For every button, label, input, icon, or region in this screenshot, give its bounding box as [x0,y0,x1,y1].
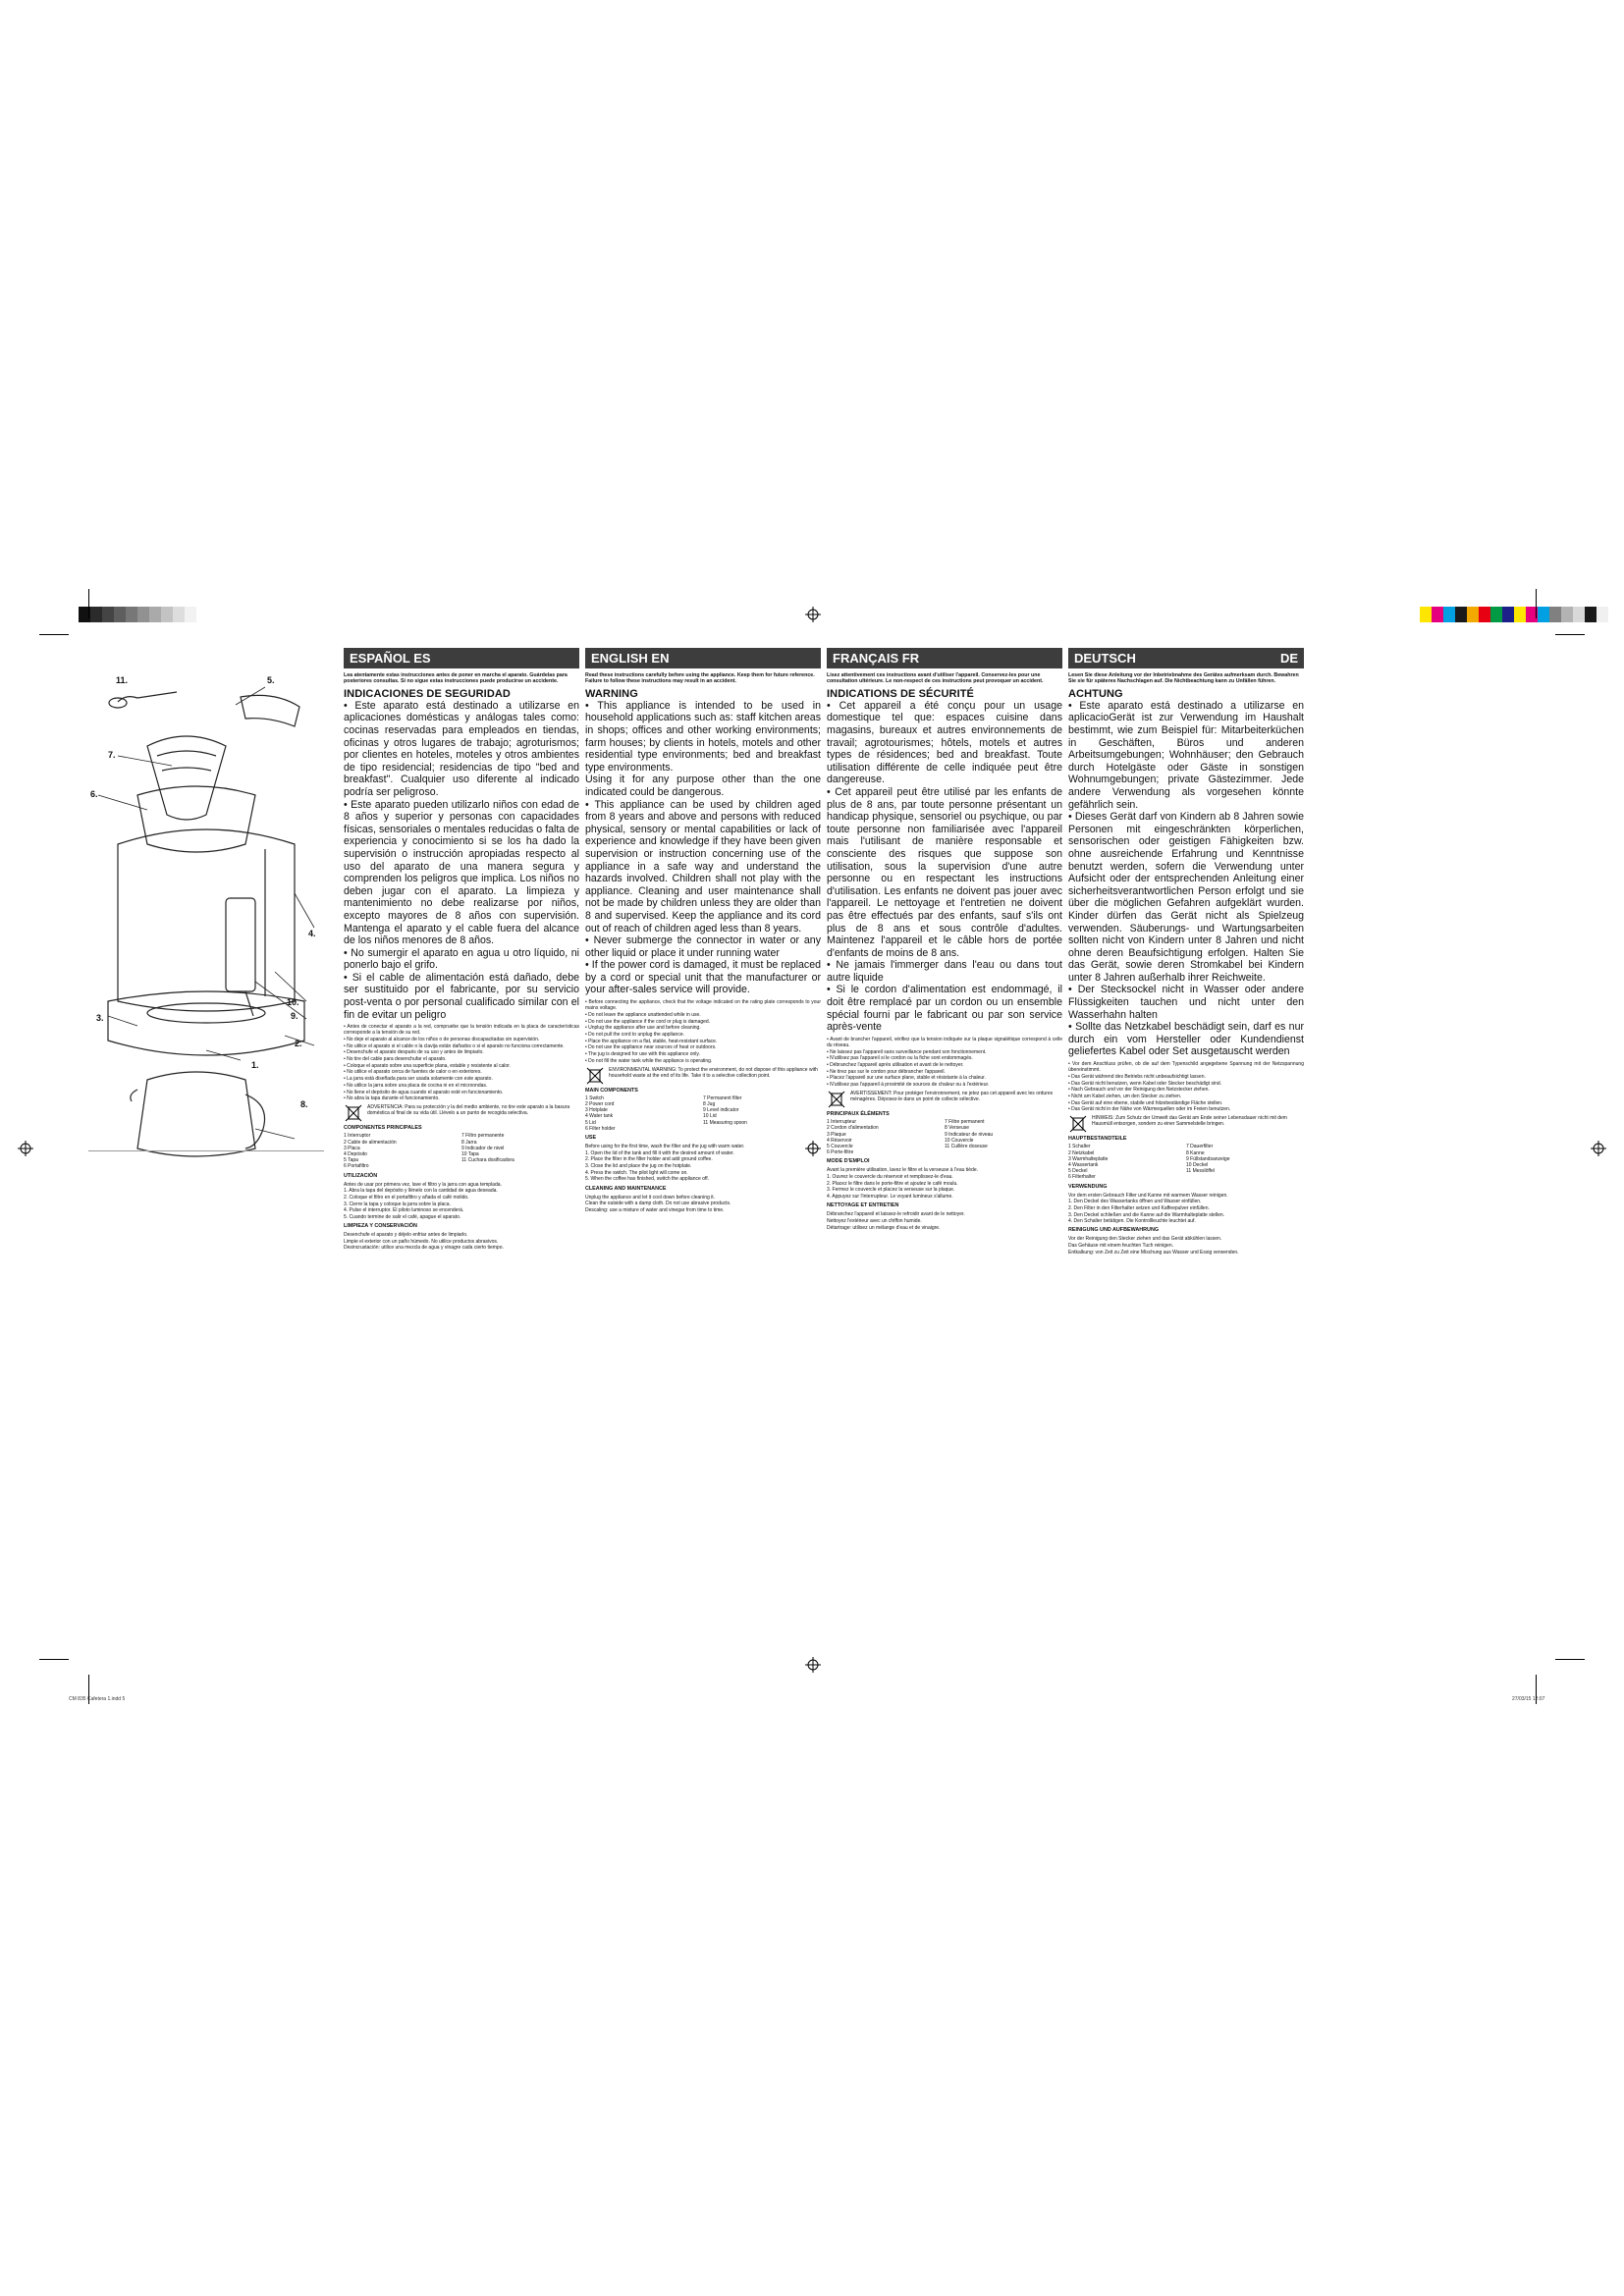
part-item: 2 Cable de alimentación [344,1139,397,1146]
clean-paragraph: Nettoyez l'extérieur avec un chiffon humide. [827,1217,922,1224]
registration-mark-left [18,1141,33,1156]
language-name: ESPAÑOL ES [350,651,431,666]
color-swatch [1467,607,1479,622]
small-paragraph: • Vor dem Anschluss prüfen, ob die auf dem Typenschild angegebene Spannung mit der Netzspannung übereinstimmt. [1068,1061,1304,1074]
cleaning-title: CLEANING AND MAINTENANCE [585,1185,667,1192]
part-item [461,1163,579,1169]
color-swatch [1561,607,1573,622]
big-paragraph: • No sumergir el aparato en agua u otro líquido, ni ponerlo bajo el grifo. [344,946,579,972]
part-item: 1 Interrupteur [827,1119,857,1126]
figure-label-7: 7. [108,750,116,760]
clean-paragraph: Vor der Reinigung den Stecker ziehen und das Gerät abkühlen lassen. [1068,1236,1222,1243]
part-item: 8 Jug [703,1100,716,1107]
small-paragraph: • Das Gerät nicht benutzen, wenn Kabel oder Stecker beschädigt sind. [1068,1080,1222,1087]
use-paragraph: 2. Place the filter in the filter holder and add ground coffee. [585,1156,713,1163]
figure-label-1: 1. [251,1060,259,1070]
general-instructions [827,1037,1062,1088]
language-column [827,648,1062,1231]
big-paragraph: • This appliance can be used by children aged from 8 years and above and persons with reduced physical, sensory or mental capabilities or lack of experience and knowledge if they have been given supervision or instruction concerning use of the appliance in a safe way and understand the hazards involved. Children shall not play with the appliance. Cleaning and user maintenance shall not be made by children unless they are older than 8 and supervised. Keep the appliance and its cord out of reach of children aged less than 8 years. [585,798,821,934]
recycling-notice [585,1067,821,1085]
general-instructions [344,1024,579,1101]
figure-label-11: 11. [116,675,129,685]
registration-mark-bottom [805,1657,821,1673]
big-paragraph: • If the power cord is damaged, it must be replaced by a cord or special unit that the manufacturer or your after-sales service will provide. [585,959,821,996]
small-paragraph: • No llene el depósito de agua cuando el aparato esté en funcionamiento. [344,1089,504,1095]
part-item: 4 Réservoir [827,1137,852,1144]
part-item: 8 Kanne [1186,1149,1205,1156]
cleaning-instructions [585,1195,821,1213]
color-swatch [1490,607,1502,622]
crossed-bin-icon [585,1067,605,1085]
intro-text: Lisez attentivement ces instructions avant d'utiliser l'appareil. Conservez-les pour une consultation ultérieure. Le non-respect de ces instructions peut provoquer un accident. [827,672,1044,685]
part-item: 1 Switch [585,1095,604,1101]
part-item: 6 Portafiltro [344,1163,369,1170]
part-item: 9 Indicador de nivel [461,1145,505,1151]
intro-text: Read these instructions carefully before using the appliance. Keep them for future reference. Failure to follow these instructions may result in an accident. [585,672,815,685]
part-item: 7 Dauerfilter [1186,1144,1214,1150]
color-swatch [1455,607,1467,622]
big-paragraph: • Sollte das Netzkabel beschädigt sein, darf es nur durch ein vom Hersteller oder Kundendienst geliefertes Kabel oder Set ausgetauscht werden [1068,1021,1304,1058]
parts-list [827,1119,1062,1155]
color-swatch [1538,607,1549,622]
recycling-notice [1068,1115,1304,1133]
general-instructions [1068,1061,1304,1112]
small-paragraph: • Nicht am Kabel ziehen, um den Stecker zu ziehen. [1068,1093,1182,1099]
clean-paragraph: Débranchez l'appareil et laissez-le refroidir avant de le nettoyer. [827,1211,965,1218]
color-swatch [1573,607,1585,622]
part-item: 3 Plaque [827,1131,846,1138]
color-swatch [1502,607,1514,622]
clean-paragraph: Unplug the appliance and let it cool down before cleaning it. [585,1194,716,1201]
color-swatch [1597,607,1608,622]
gray-swatch [173,607,185,622]
small-paragraph: • No utilice el aparato si el cable o la clavija están dañados o si el aparato no funciona correctamente. [344,1042,565,1049]
small-paragraph: • Before connecting the appliance, check that the voltage indicated on the rating plate corresponds to your mains voltage. [585,999,821,1012]
use-paragraph: 3. Cierre la tapa y coloque la jarra sobre la placa. [344,1201,451,1207]
part-item: 10 Deckel [1186,1161,1209,1168]
cleaning-title: LIMPIEZA Y CONSERVACIÓN [344,1223,417,1230]
language-name: FRANÇAIS FR [833,651,920,666]
big-paragraph: • Este aparato está destinado a utilizarse en aplicaciones domésticas y análogas tales como: cocinas reservadas para empleados en tiendas, oficinas y otros lugares de trabajo; agroturismos; por clientes en hoteles, moteles y otros ambientes de tipo residencial; residencias de tipo "bed and breakfast". Cualquier uso diferente al indicado podría ser peligroso. [344,699,579,798]
intro-text: Lesen Sie diese Anleitung vor der Inbetriebnahme des Gerätes aufmerksam durch. Bewahren Sie sie für späteres Nachschlagen auf. Die Nichtbeachtung kann zu Unfällen führen. [1068,672,1299,685]
crossed-bin-icon [1068,1115,1088,1133]
big-paragraph: • Si el cable de alimentación está dañado, debe ser sustituido por el fabricante, por su servicio post-venta o por personal cualificado similar con el fin de evitar un peligro [344,971,579,1021]
part-item: 10 Tapa [461,1150,479,1157]
big-paragraph: • Dieses Gerät darf von Kindern ab 8 Jahren sowie Personen mit eingeschränkten körperlichen, sensorischen oder geistigen Fähigkeiten bzw. ohne ausreichende Erfahrung und Kenntnisse benutzt werden, sofern die Verwendung unter Aufsicht oder der entsprechenden Anleitung einer sicherheitsverantwortlichen Person erfolgt und sie über die möglichen Gefahren aufgeklärt wurden. Kinder dürfen das Gerät nicht als Spielzeug verwenden. Säuberungs- und Wartungsarbeiten sollten nicht von Kindern unter 8 Jahren und nicht ohne deren Beaufsichtigung erfolgen. Halten Sie das Gerät, sowie deren Stromkabel bei Kindern unter 8 Jahren außerhalb ihrer Reichweite. [1068,811,1304,984]
part-item: 1 Interruptor [344,1133,371,1140]
use-paragraph: 3. Close the lid and place the jug on the hotplate. [585,1163,692,1170]
parts-list [344,1133,579,1169]
use-paragraph: 2. Den Filter in den Filterhalter setzen und Kaffeepulver einfüllen. [1068,1204,1210,1211]
use-paragraph: 1. Den Deckel des Wassertanks öffnen und Wasser einfüllen. [1068,1199,1202,1205]
use-paragraph: 1. Abra la tapa del depósito y llénelo con la cantidad de agua deseada. [344,1188,498,1195]
part-item: 9 Level indicator [703,1107,739,1114]
small-paragraph: • Placez l'appareil sur une surface plane, stable et résistante à la chaleur. [827,1075,986,1082]
gray-swatch [102,607,114,622]
language-name: DEUTSCH [1074,651,1136,666]
use-paragraph: 1. Open the lid of the tank and fill it with the desired amount of water. [585,1149,734,1156]
color-bar [1420,607,1608,622]
small-paragraph: • Desenchufe el aparato después de su uso y antes de limpiarlo. [344,1049,484,1056]
use-paragraph: 1. Ouvrez le couvercle du réservoir et remplissez-le d'eau. [827,1174,953,1181]
recycling-text: ENVIRONMENTAL WARNING: To protect the environment, do not dispose of this appliance with household waste at the end of its life. Take it to a selective collection point. [609,1066,818,1079]
recycling-text: HINWEIS: Zum Schutz der Umwelt das Gerät am Ende seiner Lebensdauer nicht mit dem Hausmüll entsorgen, sondern zu einer Sammelstelle bringen. [1092,1115,1287,1128]
gray-swatch [161,607,173,622]
part-item: 2 Power cord [585,1100,615,1107]
small-paragraph: • Nach Gebrauch und vor der Reinigung den Netzstecker ziehen. [1068,1087,1210,1094]
general-instructions [585,999,821,1064]
part-item: 6 Filter holder [585,1125,616,1132]
safety-title: ACHTUNG [1068,687,1123,700]
small-paragraph: • Débranchez l'appareil après utilisation et avant de le nettoyer. [827,1062,964,1068]
small-paragraph: • Das Gerät auf eine ebene, stabile und hitzebeständige Fläche stellen. [1068,1099,1223,1106]
crop-mark [1555,634,1585,635]
big-paragraph: • Si le cordon d'alimentation est endommagé, il doit être remplacé par un cordon ou un ensemble spécial fourni par le fabricant ou par son service après-vente [827,984,1062,1034]
part-item: 11 Measuring spoon [703,1119,747,1126]
part-item: 3 Hotplate [585,1107,608,1114]
small-paragraph: • Antes de conectar el aparato a la red, compruebe que la tensión indicada en la placa de características corresponde a la tensión de su red. [344,1024,579,1037]
safety-title: INDICATIONS DE SÉCURITÉ [827,687,974,700]
big-paragraph: • Este aparato está destinado a utilizarse en aplicacioGerät ist zur Verwendung im Haushalt bestimmt, wie zum Beispiel für: Mitarbeiterküchen in Geschäften, Büros und anderen Arbeitsumgebungen; Wohnhäuser; den Gebrauch durch Hotelgäste oder Gäste in sonstigen Wohnumgebungen; private Gästezimmer. Jede andere Verwendung als vorgesehen könnte gefährlich sein. [1068,699,1304,811]
language-column [1068,648,1304,1255]
use-paragraph: 4. Pulse el interruptor. El piloto luminoso se encenderá. [344,1207,464,1214]
big-paragraph: • Never submerge the connector in water or any other liquid or place it under running water [585,934,821,959]
clean-paragraph: Clean the outside with a damp cloth. Do not use abrasive products. [585,1201,731,1207]
cleaning-instructions [344,1232,579,1251]
part-item [703,1126,821,1132]
footer-timestamp: 27/03/15 12:07 [1512,1696,1545,1702]
use-instructions [585,1144,821,1183]
safety-instructions [344,700,579,1021]
part-item [945,1149,1062,1155]
part-item [1186,1174,1304,1180]
clean-paragraph: Détartrage: utilisez un mélange d'eau et de vinaigre. [827,1224,941,1231]
small-paragraph: • No tire del cable para desenchufar el aparato. [344,1056,447,1063]
footer-file-name: CM 835 Cafetera 1.indd 5 [69,1696,126,1702]
small-paragraph: • The jug is designed for use with this appliance only. [585,1050,700,1057]
part-item: 10 Lid [703,1113,717,1120]
small-paragraph: • Ne tirez pas sur le cordon pour débrancher l'appareil. [827,1068,946,1075]
color-swatch [1514,607,1526,622]
use-paragraph: Antes de usar por primera vez, lave el filtro y la jarra con agua templada. [344,1181,502,1188]
use-paragraph: 2. Placez le filtre dans le porte-filtre et ajoutez le café moulu. [827,1180,958,1187]
use-paragraph: 2. Coloque el filtro en el portafiltro y añada el café molido. [344,1194,469,1201]
parts-title: HAUPTBESTANDTEILE [1068,1136,1127,1143]
part-item: 2 Netzkabel [1068,1149,1095,1156]
coffee-maker-illustration [79,648,324,1158]
gray-ramp-bar [79,607,196,622]
crossed-bin-icon [344,1104,363,1122]
small-paragraph: • La jarra está diseñada para ser usada solamente con este aparato. [344,1076,493,1083]
small-paragraph: • No deje el aparato al alcance de los niños o de personas discapacitadas sin supervisión. [344,1037,540,1043]
figure-label-9: 9. [291,1011,298,1021]
small-paragraph: • Ne laissez pas l'appareil sans surveillance pendant son fonctionnement. [827,1048,987,1055]
use-instructions [344,1182,579,1221]
part-item: 5 Tapa [344,1157,358,1164]
language-header [1068,648,1304,668]
crop-mark [88,589,89,618]
color-swatch [1549,607,1561,622]
small-paragraph: • Do not pull the cord to unplug the appliance. [585,1031,684,1038]
registration-mark-right [1591,1141,1606,1156]
part-item: 1 Schalter [1068,1144,1091,1150]
use-instructions [827,1167,1062,1200]
gray-swatch [114,607,126,622]
small-paragraph: • Das Gerät nicht in der Nähe von Wärmequellen oder im Freien benutzen. [1068,1106,1231,1113]
big-paragraph: • Este aparato pueden utilizarlo niños con edad de 8 años y superior y personas con capacidades físicas, sensoriales o mentales reducidas o falta de experiencia y conocimiento si se los ha dado la supervisión o instrucción apropiadas respecto al uso del aparato de una manera segura y comprenden los peligros que implica. Los niños no deben jugar con el aparato. La limpieza y mantenimiento no debe realizarse por niños, excepto mayores de 8 años con supervisión. Mantenga el aparato y el cable fuera del alcance de los niños menores de 8 años. [344,798,579,947]
cleaning-instructions [827,1211,1062,1230]
recycling-text: AVERTISSEMENT: Pour protéger l'environnement, ne jetez pas cet appareil avec les ordures ménagères. Déposez-le dans un point de collecte sélective. [850,1091,1054,1103]
language-column [585,648,821,1214]
use-paragraph: Vor dem ersten Gebrauch Filter und Kanne mit warmem Wasser reinigen. [1068,1192,1228,1199]
cleaning-title: NETTOYAGE ET ENTRETIEN [827,1202,899,1209]
crop-mark [39,634,69,635]
gray-swatch [90,607,102,622]
parts-list [585,1095,821,1132]
language-header [585,648,821,668]
part-item: 6 Filterhalter [1068,1174,1096,1181]
part-item: 7 Filtro permanente [461,1133,505,1140]
small-paragraph: • Avant de brancher l'appareil, vérifiez que la tension indiquée sur la plaque signalétique correspond à celle du réseau. [827,1036,1062,1048]
small-paragraph: • Place the appliance on a flat, stable, heat-resistant surface. [585,1038,718,1044]
color-swatch [1420,607,1432,622]
big-paragraph: • Cet appareil peut être utilisé par les enfants de plus de 8 ans, par toute personne présentant un handicap physique, sensoriel ou psychique, ou par toute personne non familiarisée avec l'appareil mais l'utilisant de manière responsable et consciente des risques que suppose son utilisation, sous la supervision d'une autre personne ou en respectant les instructions d'utilisation. Les enfants ne doivent pas jouer avec l'appareil. Le nettoyage et l'entretien ne doivent pas être effectués par des enfants, sauf s'ils ont plus de 8 ans et sous contrôle d'adultes. Maintenez l'appareil et le câble hors de portée d'enfants de moins de 8 ans. [827,785,1062,959]
use-title: USE [585,1134,597,1141]
part-item: 7 Filtre permanent [945,1119,985,1126]
part-item: 9 Füllstandsanzeige [1186,1155,1230,1162]
color-swatch [1585,607,1597,622]
recycling-notice [344,1104,579,1122]
part-item: 10 Couvercle [945,1137,974,1144]
part-item: 11 Cuillère doseuse [945,1143,988,1149]
use-paragraph: 3. Den Deckel schließen und die Kanne auf die Warmhalteplatte stellen. [1068,1211,1225,1218]
safety-instructions [827,700,1062,1034]
small-paragraph: • Do not fill the water tank while the appliance is operating. [585,1057,713,1064]
clean-paragraph: Entkalkung: von Zeit zu Zeit eine Mischung aus Wasser und Essig verwenden. [1068,1249,1239,1255]
recycling-notice [827,1091,1062,1108]
small-paragraph: • N'utilisez pas l'appareil à proximité de sources de chaleur ou à l'extérieur. [827,1082,990,1089]
gray-swatch [126,607,137,622]
big-paragraph: • Ne jamais l'immerger dans l'eau ou dans tout autre liquide [827,959,1062,984]
small-paragraph: • No utilice la jarra sobre una placa de cocina ni en el microondas. [344,1082,488,1089]
use-instructions [1068,1193,1304,1225]
gray-swatch [185,607,196,622]
part-item: 6 Porte-filtre [827,1149,854,1156]
part-item: 11 Cuchara dosificadora [461,1157,514,1164]
crop-mark [39,1659,69,1660]
small-paragraph: • No utilice el aparato cerca de fuentes de calor o en exteriores. [344,1069,482,1076]
parts-title: MAIN COMPONENTS [585,1087,638,1094]
part-item: 3 Warmhalteplatte [1068,1155,1109,1162]
part-item: 4 Wassertank [1068,1161,1099,1168]
part-item: 5 Deckel [1068,1168,1088,1175]
registration-mark-top [805,607,821,622]
clean-paragraph: Limpie el exterior con un paño húmedo. No utilice productos abrasivos. [344,1238,499,1245]
part-item: 4 Depósito [344,1150,367,1157]
figure-label-5: 5. [267,675,275,685]
clean-paragraph: Desincrustación: utilice una mezcla de agua y vinagre cada cierto tiempo. [344,1245,504,1252]
parts-list [1068,1144,1304,1180]
part-item: 8 Jarra [461,1139,477,1146]
gray-swatch [149,607,161,622]
figure-label-8: 8. [300,1099,308,1109]
crop-mark [1536,589,1537,618]
part-item: 9 Indicateur de niveau [945,1131,994,1138]
use-title: VERWENDUNG [1068,1183,1108,1190]
part-item: 5 Lid [585,1119,596,1126]
use-paragraph: 5. Cuando termine de salir el café, apague el aparato. [344,1213,461,1220]
crop-mark [1555,1659,1585,1660]
use-title: UTILIZACIÓN [344,1172,378,1179]
use-title: MODE D'EMPLOI [827,1158,870,1165]
big-paragraph: • Cet appareil a été conçu pour un usage domestique tel que: espaces cuisine dans magasins, bureaux et autres environnements de travail; agrotourismes; hôtels, motels et autres types de résidences; bed and breakfast. Toute utilisation différente de celle indiquée peut être dangereuse. [827,699,1062,786]
language-name: ENGLISH EN [591,651,670,666]
use-paragraph: 5. When the coffee has finished, switch the appliance off. [585,1176,710,1183]
use-paragraph: 3. Fermez le couvercle et placez la verseuse sur la plaque. [827,1187,955,1194]
use-paragraph: 4. Press the switch. The pilot light will come on. [585,1169,688,1176]
small-paragraph: • Do not leave the appliance unattended while in use. [585,1011,701,1018]
parts-title: PRINCIPAUX ÉLÉMENTS [827,1111,890,1118]
small-paragraph: • Coloque el aparato sobre una superficie plana, estable y resistente al calor. [344,1062,511,1069]
illustration-divider [88,1150,324,1151]
language-header [827,648,1062,668]
small-paragraph: • No abra la tapa durante el funcionamiento. [344,1095,440,1102]
part-item: 7 Permanent filter [703,1095,742,1101]
big-paragraph: • This appliance is intended to be used in household applications such as: staff kitchen areas in shops; offices and other working environments; farm houses; by clients in hotels, motels and other residential type environments; bed and breakfast type environments. [585,699,821,774]
color-swatch [1432,607,1443,622]
safety-title: WARNING [585,687,638,700]
part-item: 5 Couvercle [827,1143,853,1149]
safety-instructions [1068,700,1304,1058]
language-code: DE [1279,651,1298,666]
small-paragraph: • Unplug the appliance after use and before cleaning. [585,1025,701,1032]
color-swatch [1479,607,1490,622]
safety-instructions [585,700,821,996]
part-item: 8 Verseuse [945,1125,970,1132]
use-paragraph: 4. Den Schalter betätigen. Die Kontrollleuchte leuchtet auf. [1068,1218,1196,1225]
figure-label-3: 3. [96,1013,104,1023]
small-paragraph: • N'utilisez pas l'appareil si le cordon ou la fiche sont endommagés. [827,1055,973,1062]
small-paragraph: • Do not use the appliance if the cord or plug is damaged. [585,1018,711,1025]
figure-label-4: 4. [308,929,316,938]
intro-text: Lea atentamente estas instrucciones antes de poner en marcha el aparato. Guárdelas para posteriores consultas. Si no sigue estas instrucciones puede producirse un accidente. [344,672,568,685]
small-paragraph: • Do not use the appliance near sources of heat or outdoors. [585,1044,717,1051]
use-paragraph: Avant la première utilisation, lavez le filtre et la verseuse à l'eau tiède. [827,1167,978,1174]
figure-label-6: 6. [90,789,98,799]
clean-paragraph: Desenchufe el aparato y déjelo enfriar antes de limpiarlo. [344,1232,468,1239]
part-item: 3 Placa [344,1145,360,1151]
figure-label-10: 10. [287,997,299,1007]
parts-title: COMPONENTES PRINCIPALES [344,1125,422,1132]
small-paragraph: • Das Gerät während des Betriebs nicht unbeaufsichtigt lassen. [1068,1073,1206,1080]
part-item: 4 Water tank [585,1113,614,1120]
figure-label-2: 2. [295,1039,302,1048]
gray-swatch [137,607,149,622]
crossed-bin-icon [827,1091,846,1108]
clean-paragraph: Das Gehäuse mit einem feuchten Tuch reinigen. [1068,1243,1174,1250]
cleaning-instructions [1068,1236,1304,1255]
clean-paragraph: Descaling: use a mixture of water and vinegar from time to time. [585,1206,725,1213]
use-paragraph: 4. Appuyez sur l'interrupteur. Le voyant lumineux s'allume. [827,1194,953,1201]
use-paragraph: Before using for the first time, wash the filter and the jug with warm water. [585,1143,745,1149]
big-paragraph: Using it for any purpose other than the one indicated could be dangerous. [585,774,821,798]
color-swatch [1443,607,1455,622]
language-column [344,648,579,1252]
part-item: 2 Cordon d'alimentation [827,1125,879,1132]
language-header [344,648,579,668]
big-paragraph: • Der Stecksockel nicht in Wasser oder andere Flüssigkeiten tauchen und nicht unter den Wasserhahn halten [1068,984,1304,1021]
part-item: 11 Messlöffel [1186,1168,1215,1175]
recycling-text: ADVERTENCIA: Para su protección y la del medio ambiente, no tire este aparato a la basura doméstica al final de su vida útil. Llévelo a un punto de recogida selectiva. [367,1104,570,1117]
safety-title: INDICACIONES DE SEGURIDAD [344,687,511,700]
cleaning-title: REINIGUNG UND AUFBEWAHRUNG [1068,1227,1160,1234]
